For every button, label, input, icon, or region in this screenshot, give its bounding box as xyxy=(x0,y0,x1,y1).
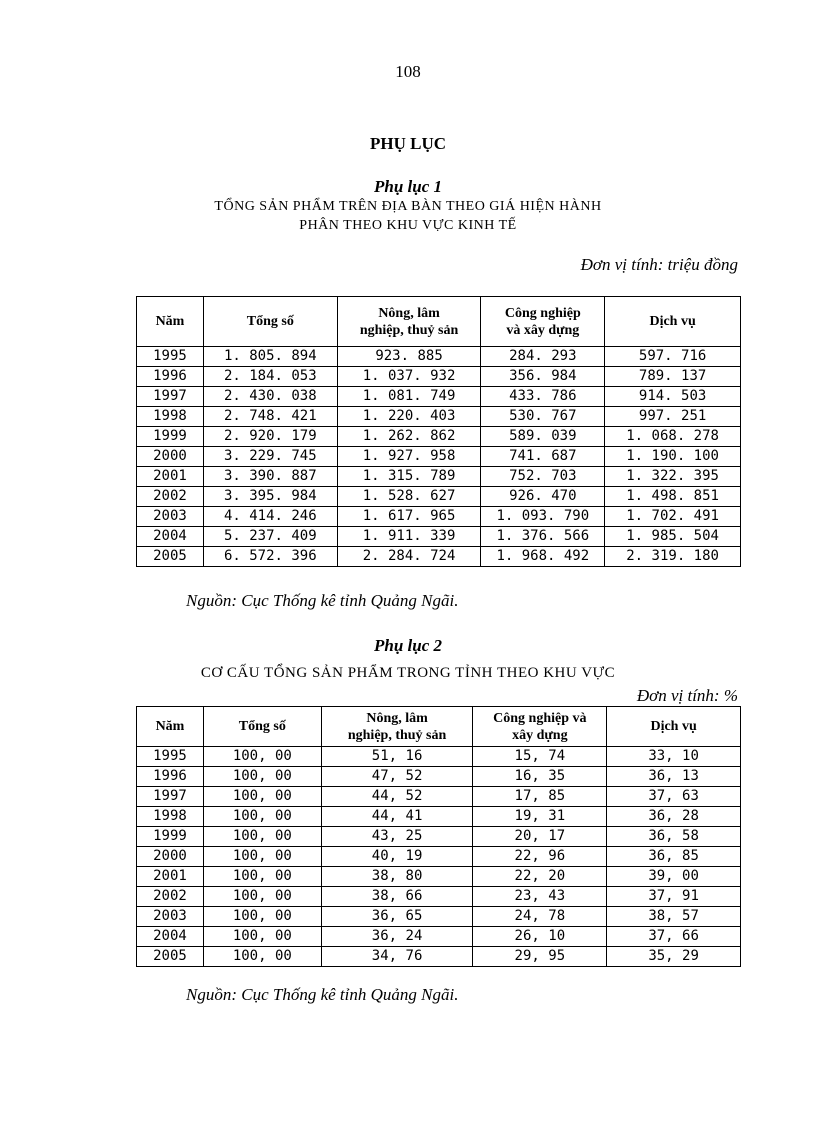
table-cell: 38, 57 xyxy=(607,907,741,927)
table-cell: 2003 xyxy=(137,507,204,527)
table-cell: 1. 220. 403 xyxy=(337,407,481,427)
table-cell: 34, 76 xyxy=(321,947,473,967)
table-cell: 752. 703 xyxy=(481,467,605,487)
table-cell: 3. 229. 745 xyxy=(203,447,337,467)
table-cell: 1. 081. 749 xyxy=(337,387,481,407)
appendix-1-subtitle-line1: TỔNG SẢN PHẨM TRÊN ĐỊA BÀN THEO GIÁ HIỆN HÀNH xyxy=(214,199,602,214)
table-cell: 1999 xyxy=(137,427,204,447)
table-cell: 2003 xyxy=(137,907,204,927)
table-cell: 19, 31 xyxy=(473,807,607,827)
header-total: Tổng số xyxy=(203,707,321,747)
table-cell: 22, 96 xyxy=(473,847,607,867)
table-row xyxy=(137,767,741,787)
table-cell: 1. 068. 278 xyxy=(605,427,741,447)
table-row xyxy=(137,947,741,967)
table-row xyxy=(137,507,741,527)
appendix-1-title: Phụ lục 1 xyxy=(373,177,443,196)
header-services: Dịch vụ xyxy=(605,297,741,347)
table-cell: 1998 xyxy=(137,807,204,827)
table-cell: 2000 xyxy=(137,447,204,467)
table-cell: 2. 284. 724 xyxy=(337,547,481,567)
table-cell: 2005 xyxy=(137,547,204,567)
table-cell: 6. 572. 396 xyxy=(203,547,337,567)
header-agriculture: Nông, lâm nghiệp, thuỷ sản xyxy=(337,297,481,347)
table-cell: 2. 184. 053 xyxy=(203,367,337,387)
page-number: 108 xyxy=(395,62,421,81)
table-cell: 100, 00 xyxy=(203,907,321,927)
table-cell: 1. 315. 789 xyxy=(337,467,481,487)
header-total: Tổng số xyxy=(203,297,337,347)
table-cell: 20, 17 xyxy=(473,827,607,847)
appendix-1-subtitle-line2: PHÂN THEO KHU VỰC KINH TẾ xyxy=(299,218,517,233)
table-cell: 1. 985. 504 xyxy=(605,527,741,547)
table-cell: 16, 35 xyxy=(473,767,607,787)
header-industry: Công nghiệp và xây dựng xyxy=(473,707,607,747)
table-cell: 1998 xyxy=(137,407,204,427)
table-cell: 40, 19 xyxy=(321,847,473,867)
table-cell: 100, 00 xyxy=(203,827,321,847)
table-row xyxy=(137,867,741,887)
appendix-2-unit: Đơn vị tính: % xyxy=(636,686,738,705)
table-row xyxy=(137,907,741,927)
table-row xyxy=(137,887,741,907)
table-cell: 2004 xyxy=(137,527,204,547)
table-row xyxy=(137,847,741,867)
table-cell: 38, 66 xyxy=(321,887,473,907)
table-cell: 1. 376. 566 xyxy=(481,527,605,547)
table-cell: 35, 29 xyxy=(607,947,741,967)
appendix-2-subtitle: CƠ CẤU TỔNG SẢN PHẨM TRONG TỈNH THEO KHU VỰC xyxy=(200,665,616,681)
table-cell: 2. 920. 179 xyxy=(203,427,337,447)
table-row xyxy=(137,787,741,807)
table-cell: 2. 748. 421 xyxy=(203,407,337,427)
table-cell: 2000 xyxy=(137,847,204,867)
table-cell: 1. 093. 790 xyxy=(481,507,605,527)
header-industry: Công nghiệp và xây dựng xyxy=(481,297,605,347)
table-cell: 356. 984 xyxy=(481,367,605,387)
table-cell: 37, 91 xyxy=(607,887,741,907)
table-cell: 284. 293 xyxy=(481,347,605,367)
table-cell: 100, 00 xyxy=(203,867,321,887)
table-row xyxy=(137,347,741,367)
table-cell: 789. 137 xyxy=(605,367,741,387)
table-cell: 17, 85 xyxy=(473,787,607,807)
table-row xyxy=(137,387,741,407)
table-cell: 26, 10 xyxy=(473,927,607,947)
table-cell: 100, 00 xyxy=(203,767,321,787)
table-cell: 923. 885 xyxy=(337,347,481,367)
table-cell: 36, 28 xyxy=(607,807,741,827)
table-cell: 100, 00 xyxy=(203,947,321,967)
table-cell: 3. 390. 887 xyxy=(203,467,337,487)
table-row xyxy=(137,427,741,447)
table-cell: 100, 00 xyxy=(203,927,321,947)
table-cell: 44, 52 xyxy=(321,787,473,807)
table-cell: 997. 251 xyxy=(605,407,741,427)
appendix-1-unit: Đơn vị tính: triệu đồng xyxy=(580,255,738,274)
appendix-1-source: Nguồn: Cục Thống kê tỉnh Quảng Ngãi. xyxy=(186,591,459,610)
header-services: Dịch vụ xyxy=(607,707,741,747)
table-cell: 914. 503 xyxy=(605,387,741,407)
table-cell: 1. 190. 100 xyxy=(605,447,741,467)
table-cell: 36, 24 xyxy=(321,927,473,947)
table-cell: 2004 xyxy=(137,927,204,947)
table-cell: 2. 319. 180 xyxy=(605,547,741,567)
table-row xyxy=(137,747,741,767)
table-cell: 1. 262. 862 xyxy=(337,427,481,447)
table-row xyxy=(137,547,741,567)
table-cell: 4. 414. 246 xyxy=(203,507,337,527)
table-cell: 589. 039 xyxy=(481,427,605,447)
table-cell: 433. 786 xyxy=(481,387,605,407)
page-title: PHỤ LỤC xyxy=(369,134,447,153)
table-cell: 36, 85 xyxy=(607,847,741,867)
table-cell: 44, 41 xyxy=(321,807,473,827)
table-cell: 1. 528. 627 xyxy=(337,487,481,507)
table-cell: 1. 927. 958 xyxy=(337,447,481,467)
table-cell: 1997 xyxy=(137,787,204,807)
table-cell: 37, 66 xyxy=(607,927,741,947)
appendix-2-title: Phụ lục 2 xyxy=(373,636,443,655)
table-cell: 2001 xyxy=(137,867,204,887)
table-cell: 15, 74 xyxy=(473,747,607,767)
table-row xyxy=(137,367,741,387)
header-year: Năm xyxy=(137,297,204,347)
table-cell: 37, 63 xyxy=(607,787,741,807)
table-cell: 1996 xyxy=(137,767,204,787)
table-cell: 2001 xyxy=(137,467,204,487)
table-row xyxy=(137,447,741,467)
table-row xyxy=(137,467,741,487)
table-cell: 926. 470 xyxy=(481,487,605,507)
table-cell: 2005 xyxy=(137,947,204,967)
header-year: Năm xyxy=(137,707,204,747)
table-cell: 39, 00 xyxy=(607,867,741,887)
table-row xyxy=(137,927,741,947)
table-cell: 530. 767 xyxy=(481,407,605,427)
table-cell: 1995 xyxy=(137,347,204,367)
table-cell: 1. 617. 965 xyxy=(337,507,481,527)
table-cell: 3. 395. 984 xyxy=(203,487,337,507)
table-cell: 597. 716 xyxy=(605,347,741,367)
table-cell: 2002 xyxy=(137,887,204,907)
table-cell: 23, 43 xyxy=(473,887,607,907)
table-cell: 24, 78 xyxy=(473,907,607,927)
table-cell: 1. 968. 492 xyxy=(481,547,605,567)
appendix-2-table xyxy=(136,706,741,967)
table-cell: 100, 00 xyxy=(203,887,321,907)
table-cell: 100, 00 xyxy=(203,747,321,767)
table-cell: 100, 00 xyxy=(203,787,321,807)
table-row xyxy=(137,487,741,507)
table-cell: 741. 687 xyxy=(481,447,605,467)
table-cell: 1995 xyxy=(137,747,204,767)
table-cell: 1. 911. 339 xyxy=(337,527,481,547)
table-row xyxy=(137,807,741,827)
table-cell: 36, 13 xyxy=(607,767,741,787)
table-cell: 1999 xyxy=(137,827,204,847)
table-cell: 1997 xyxy=(137,387,204,407)
table-cell: 1. 322. 395 xyxy=(605,467,741,487)
table-cell: 47, 52 xyxy=(321,767,473,787)
table-cell: 38, 80 xyxy=(321,867,473,887)
table-cell: 1. 498. 851 xyxy=(605,487,741,507)
header-agriculture: Nông, lâm nghiệp, thuỷ sản xyxy=(321,707,473,747)
table-cell: 43, 25 xyxy=(321,827,473,847)
table-cell: 100, 00 xyxy=(203,807,321,827)
table-cell: 1996 xyxy=(137,367,204,387)
table-cell: 36, 58 xyxy=(607,827,741,847)
table-cell: 2. 430. 038 xyxy=(203,387,337,407)
table-cell: 1. 037. 932 xyxy=(337,367,481,387)
table-cell: 100, 00 xyxy=(203,847,321,867)
table-row xyxy=(137,407,741,427)
table-cell: 1. 702. 491 xyxy=(605,507,741,527)
appendix-2-source: Nguồn: Cục Thống kê tỉnh Quảng Ngãi. xyxy=(186,985,459,1004)
table-row xyxy=(137,527,741,547)
table-cell: 1. 805. 894 xyxy=(203,347,337,367)
table-cell: 51, 16 xyxy=(321,747,473,767)
table-cell: 2002 xyxy=(137,487,204,507)
table-cell: 22, 20 xyxy=(473,867,607,887)
appendix-1-table xyxy=(136,296,741,567)
table-row xyxy=(137,827,741,847)
table-cell: 36, 65 xyxy=(321,907,473,927)
table-cell: 33, 10 xyxy=(607,747,741,767)
table-cell: 29, 95 xyxy=(473,947,607,967)
table-cell: 5. 237. 409 xyxy=(203,527,337,547)
